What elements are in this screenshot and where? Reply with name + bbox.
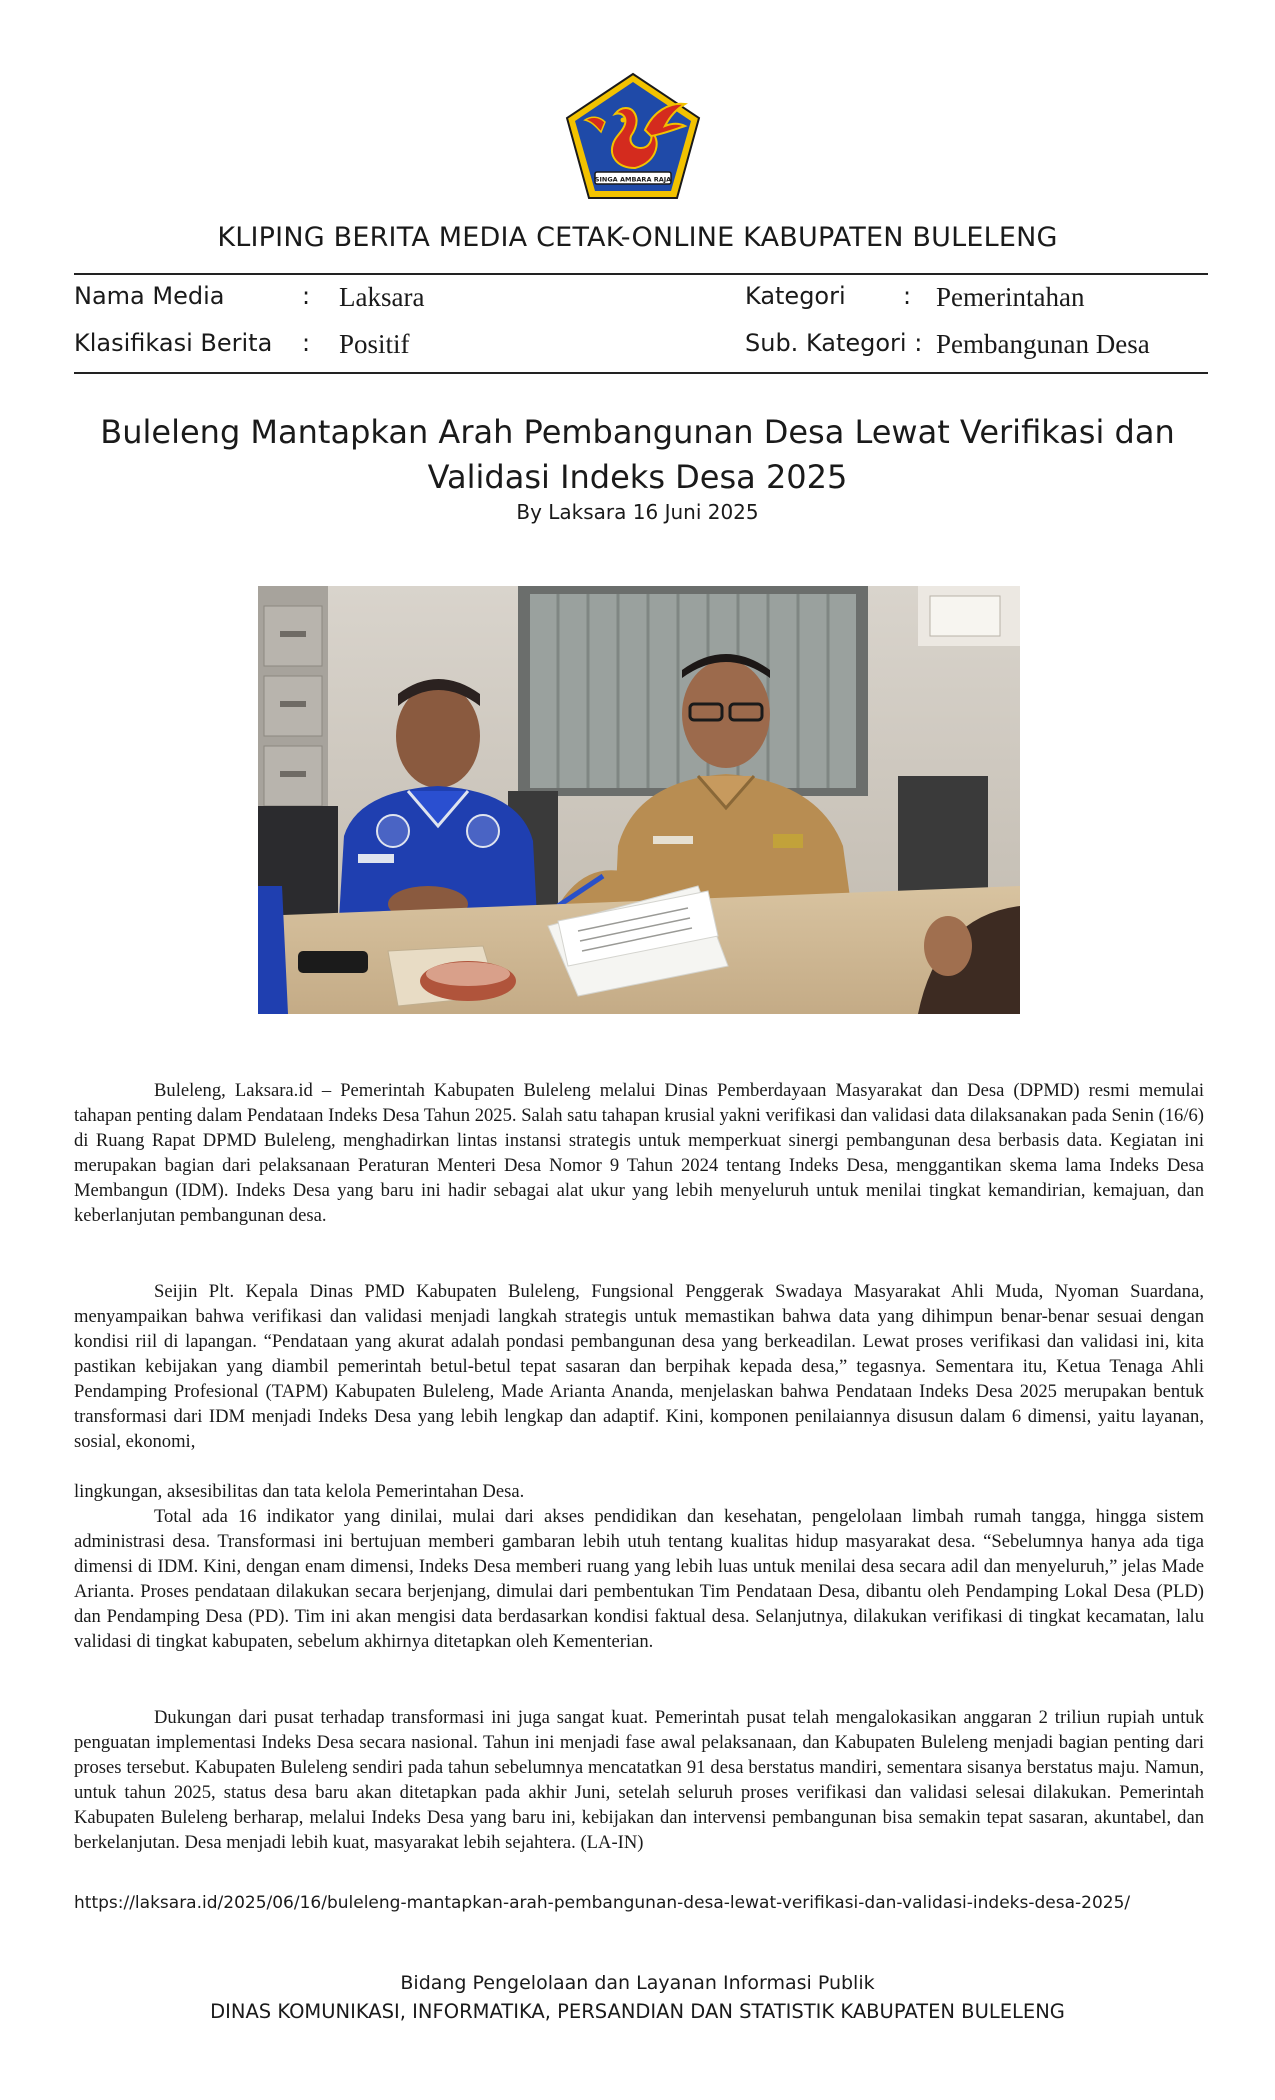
paragraph-3 xyxy=(74,1479,1204,1654)
paragraph-2 xyxy=(74,1279,1204,1454)
article-title xyxy=(90,410,1185,500)
kategori-label: Kategori xyxy=(745,282,846,310)
source-url-link[interactable]: https://laksara.id/2025/06/16/buleleng-mantapkan-arah-pembangunan-desa-lewat-verifikasi-dan-validasi-indeks-desa-2025/ xyxy=(74,1893,1131,1913)
paragraph-3-text: Total ada 16 indikator yang dinilai, mulai dari akses pendidikan dan kesehatan, pengelolaan limbah rumah tangga, hingga sistem administrasi desa. Transformasi ini bertujuan memberi gambaran lebih utuh tentang kualitas hidup masyarakat desa. “Sebelumnya hanya ada tiga dimensi di IDM. Kini, dengan enam dimensi, Indeks Desa memberi ruang yang lebih luas untuk menilai desa secara adil dan menyeluruh,” jelas Made Arianta. Proses pendataan dilakukan secara berjenjang, dimulai dari pembentukan Tim Pendataan Desa, dibantu oleh Pendamping Lokal Desa (PLD) dan Pendamping Desa (PD). Tim ini akan mengisi data berdasarkan kondisi faktual desa. Selanjutnya, dilakukan verifikasi di tingkat kecamatan, lalu validasi di tingkat kabupaten, sebelum akhirnya ditetapkan oleh Kementerian. xyxy=(74,1506,1204,1652)
klasifikasi-label: Klasifikasi Berita xyxy=(74,329,273,357)
kategori-colon: : xyxy=(903,282,912,310)
paragraph-4-text: Dukungan dari pusat terhadap transformasi ini juga sangat kuat. Pemerintah pusat telah mengalokasikan anggaran 2 triliun rupiah untuk penguatan implementasi Indeks Desa secara nasional. Tahun ini menjadi fase awal pelaksanaan, dan Kabupaten Buleleng menjadi bagian penting dari proses tersebut. Kabupaten Buleleng sendiri pada tahun sebelumnya mencatatkan 91 desa berstatus mandiri, sementara sisanya berstatus maju. Namun, untuk tahun 2025, status desa baru akan ditetapkan pada akhir Juni, setelah seluruh proses verifikasi dan validasi selesai dilakukan. Pemerintah Kabupaten Buleleng berharap, melalui Indeks Desa yang baru ini, kebijakan dan intervensi pembangunan bisa semakin tepat sasaran, akuntabel, dan berkelanjutan. Desa menjadi lebih kuat, masyarakat lebih sejahtera. (LA-IN) xyxy=(74,1707,1204,1853)
article-byline: By Laksara 16 Juni 2025 xyxy=(516,500,759,524)
klasifikasi-colon: : xyxy=(302,329,311,357)
crest-motto: SINGA AMBARA RAJA xyxy=(594,175,672,184)
footer-division: Bidang Pengelolaan dan Layanan Informasi Publik xyxy=(400,1972,875,1994)
paragraph-2-text: Seijin Plt. Kepala Dinas PMD Kabupaten Buleleng, Fungsional Penggerak Swadaya Masyarakat Ahli Muda, Nyoman Suardana, menyampaikan bahwa verifikasi dan validasi menjadi langkah strategis untuk memastikan bahwa data yang dihimpun benar-benar sesuai dengan kondisi riil di lapangan. “Pendataan yang akurat adalah pondasi pembangunan desa yang berkeadilan. Lewat proses verifikasi dan validasi ini, kita pastikan kebijakan yang diambil pemerintah betul-betul tepat sasaran dan berpihak kepada desa,” tegasnya. Sementara itu, Ketua Tenaga Ahli Pendamping Profesional (TAPM) Kabupaten Buleleng, Made Arianta Ananda, menjelaskan bahwa Pendataan Indeks Desa 2025 merupakan bentuk transformasi dari IDM menjadi Indeks Desa yang lebih lengkap dan adaptif. Kini, komponen penilaiannya disusun dalam 6 dimensi, yaitu layanan, sosial, ekonomi, xyxy=(74,1281,1204,1452)
media-value: Laksara xyxy=(339,282,425,312)
singa-ambara-raja-crest-icon xyxy=(565,72,701,200)
klasifikasi-value: Positif xyxy=(339,329,410,359)
paragraph-4 xyxy=(74,1705,1204,1855)
header-top-rule xyxy=(74,273,1208,275)
header-bottom-rule xyxy=(74,372,1208,374)
paragraph-3-lead: lingkungan, aksesibilitas dan tata kelola Pemerintahan Desa. xyxy=(74,1481,525,1502)
article-title-line-1: Buleleng Mantapkan Arah Pembangunan Desa Lewat Verifikasi dan xyxy=(100,413,1175,451)
subkategori-value: Pembangunan Desa xyxy=(936,329,1150,359)
article-title-line-2: Validasi Indeks Desa 2025 xyxy=(427,458,848,496)
footer-agency: DINAS KOMUNIKASI, INFORMATIKA, PERSANDIAN DAN STATISTIK KABUPATEN BULELENG xyxy=(210,2000,1065,2023)
subkategori-label: Sub. Kategori : xyxy=(745,329,923,357)
paragraph-1-text: Buleleng, Laksara.id – Pemerintah Kabupaten Buleleng melalui Dinas Pemberdayaan Masyarakat dan Desa (DPMD) resmi memulai tahapan penting dalam Pendataan Indeks Desa Tahun 2025. Salah satu tahapan krusial yakni verifikasi dan validasi data dilaksanakan pada Senin (16/6) di Ruang Rapat DPMD Buleleng, menghadirkan lintas instansi strategis untuk memperkuat sinergi pembangunan desa berbasis data. Kegiatan ini merupakan bagian dari pelaksanaan Peraturan Menteri Desa Nomor 9 Tahun 2024 tentang Indeks Desa, menggantikan skema lama Indeks Desa Membangun (IDM). Indeks Desa yang baru ini hadir sebagai alat ukur yang lebih menyeluruh untuk menilai tingkat kemandirian, kemajuan, dan keberlanjutan pembangunan desa. xyxy=(74,1080,1204,1226)
kategori-value: Pemerintahan xyxy=(936,282,1085,312)
media-colon: : xyxy=(302,282,311,310)
media-label: Nama Media xyxy=(74,282,225,310)
article-photo xyxy=(258,586,1020,1014)
clipping-header-title: KLIPING BERITA MEDIA CETAK-ONLINE KABUPATEN BULELENG xyxy=(217,222,1058,253)
paragraph-1 xyxy=(74,1078,1204,1228)
